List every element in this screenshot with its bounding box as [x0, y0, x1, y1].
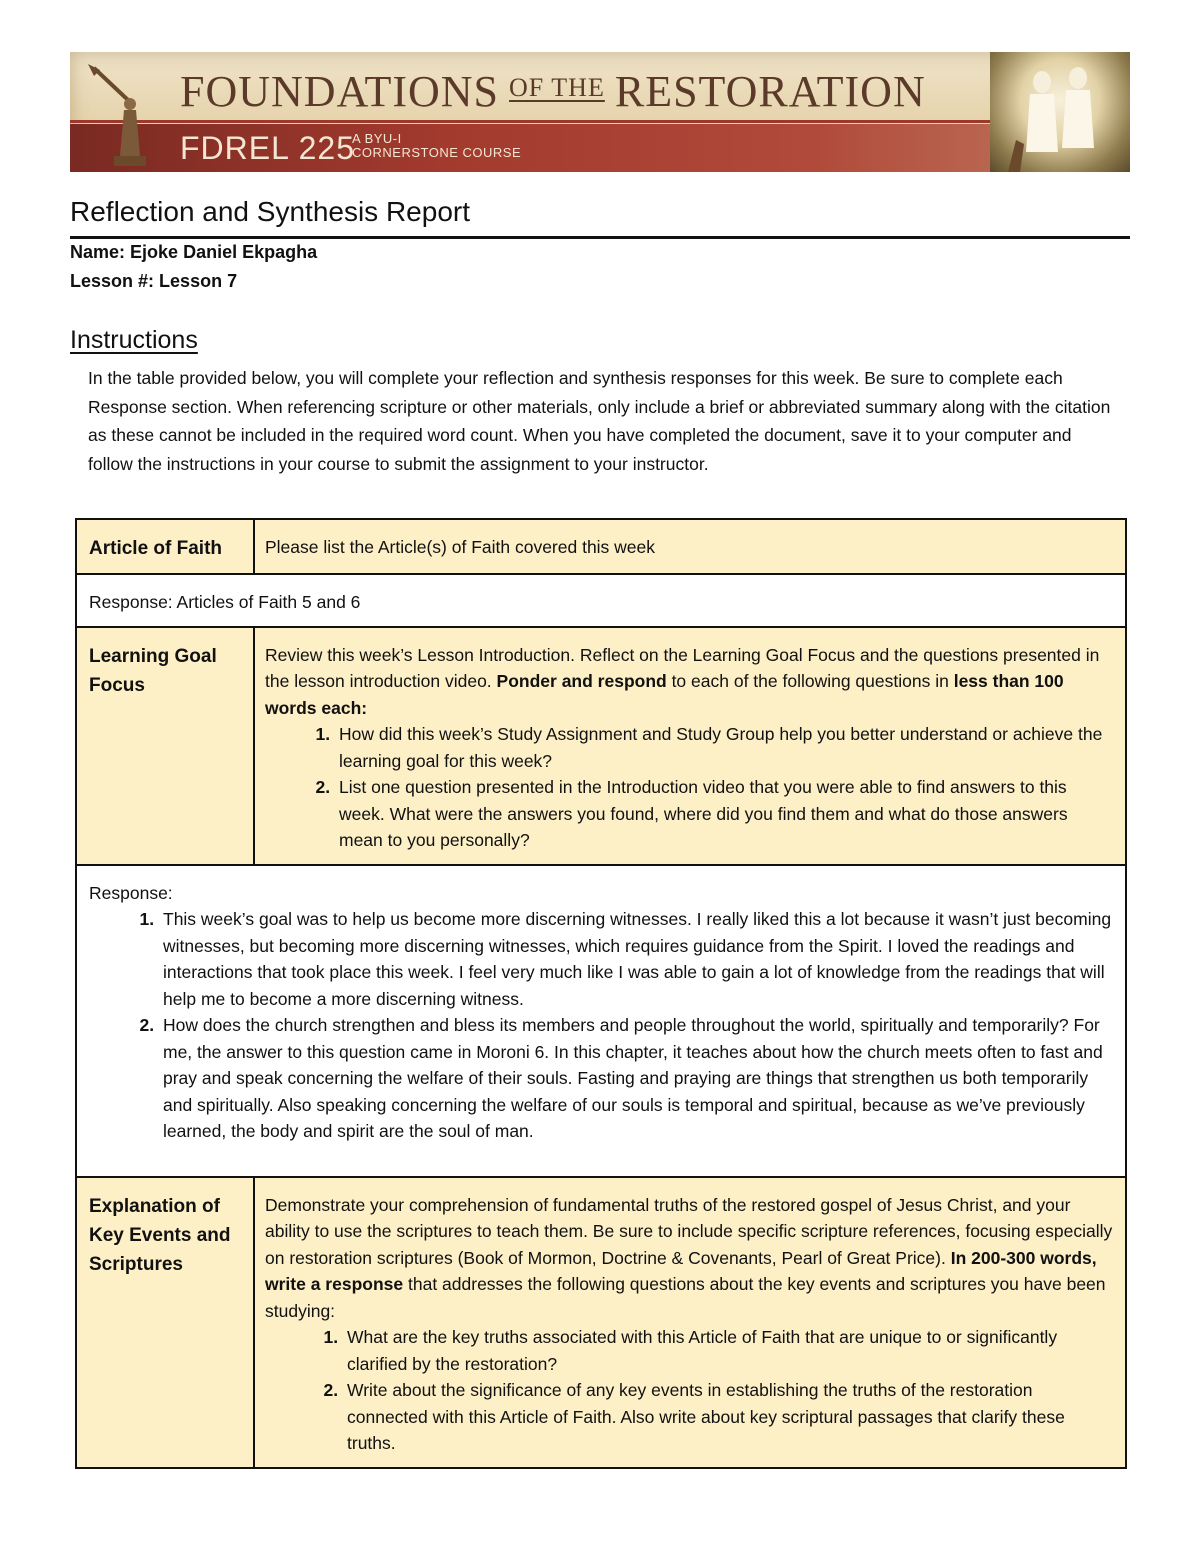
course-tagline-line1: A BYU-I: [352, 131, 402, 146]
key-events-bold-wordcount: In 200-300 words, write a response: [265, 1247, 1097, 1294]
instructions-heading: Instructions: [70, 326, 198, 354]
key-events-instructions: [265, 1192, 1115, 1325]
banner-divider: [70, 120, 1130, 123]
banner-title-of-the: OF THE: [509, 73, 605, 102]
learning-goal-question-1: 1. How did this week’s Study Assignment and Study Group help you better understand or achieve the learning goal for this week?: [335, 721, 1115, 774]
first-vision-image: [990, 52, 1130, 172]
course-code: FDREL 225: [180, 130, 355, 166]
learning-goal-text-a: Review this week’s Lesson Introduction. Reflect on the Learning Goal Focus and the questions presented in the lesson introduction video.: [265, 644, 1100, 691]
learning-goal-prompt: [254, 627, 1126, 865]
title-rule: [70, 236, 1130, 239]
key-events-text-b: that addresses the following questions about the key events and scriptures you have been studying:: [265, 1274, 1106, 1321]
course-tagline-line2: CORNERSTONE COURSE: [352, 145, 522, 160]
course-tagline: [352, 132, 521, 160]
banner-title-foundations: FOUNDATIONS: [180, 67, 500, 116]
learning-goal-label: Learning Goal Focus: [76, 627, 254, 865]
learning-goal-response-row: [76, 865, 1126, 1177]
learning-goal-answers: [77, 906, 1115, 1145]
response-label: Response:: [89, 882, 173, 903]
report-table: [75, 518, 1127, 1469]
heavenly-figures-icon: [990, 52, 1130, 172]
key-events-label: Explanation of Key Events and Scriptures: [76, 1177, 254, 1468]
learning-goal-answer-1: 1. This week’s goal was to help us become more discerning witnesses. I really liked this a lot because it wasn’t just becoming witnesses, but becoming more discerning witnesses, which requires guidance from the Spirit. I loved the readings and interactions that took place this week. I feel very much like I was able to gain a lot of knowledge from the readings that will help me to become a more discerning witness.: [159, 906, 1115, 1012]
key-events-question-1: 1. What are the key truths associated with this Article of Faith that are unique to or significantly clarified by the restoration?: [343, 1324, 1115, 1377]
lesson-line: [70, 271, 237, 292]
page-title: Reflection and Synthesis Report: [70, 196, 470, 227]
key-events-questions: [265, 1324, 1115, 1457]
learning-goal-question-2: 2. List one question presented in the Introduction video that you were able to find answers to this week. What were the answers you found, where did you find them and what do those answers mean to you personally?: [335, 774, 1115, 854]
learning-goal-answer-2: 2. How does the church strengthen and bless its members and people throughout the world, spiritually and temporarily? For me, the answer to this question came in Moroni 6. In this chapter, it teaches about how the church meets often to fast and pray and speak concerning the welfare of their souls. Fasting and praying are things that strengthen us both temporarily and spiritually. Also speaking concerning the welfare of our souls is temporal and spiritual, because as we’ve previously learned, the body and spirit are the soul of man.: [159, 1012, 1115, 1145]
article-label: Article of Faith: [76, 519, 254, 574]
learning-goal-bold-limit: less than 100 words each:: [265, 671, 1064, 718]
key-events-question-2: 2. Write about the significance of any key events in establishing the truths of the restoration connected with this Article of Faith. Also write about key scriptural passages that clarify these truths.: [343, 1377, 1115, 1457]
name-label: Name:: [70, 242, 126, 262]
name-value: Ejoke Daniel Ekpagha: [130, 242, 318, 262]
banner-title-restoration: RESTORATION: [614, 67, 926, 116]
instructions-body: In the table provided below, you will complete your reflection and synthesis responses for this week. Be sure to complete each Response section. When referencing scripture or other materials, only include a brief or abbreviated summary along with the citation as these cannot be included in the required word count. When you have completed the document, save it to your computer and follow the instructions in your course to submit the assignment to your instructor.: [88, 368, 1111, 474]
learning-goal-bold-ponder: Ponder and respond: [496, 671, 667, 691]
angel-moroni-icon: [84, 60, 164, 172]
learning-goal-row: [76, 627, 1126, 865]
article-response-row: [76, 574, 1126, 627]
key-events-row: [76, 1177, 1126, 1468]
key-events-text-a: Demonstrate your comprehension of fundamental truths of the restored gospel of Jesus Christ, and your ability to use the scriptures to teach them. Be sure to include specific scripture references, focusing especially on restoration scriptures (Book of Mormon, Doctrine & Covenants, Pearl of Great Price).: [265, 1194, 1113, 1268]
banner-title: [180, 66, 926, 117]
article-prompt: Please list the Article(s) of Faith covered this week: [254, 519, 1126, 574]
article-row: [76, 519, 1126, 574]
learning-goal-instructions: [265, 642, 1115, 722]
article-response[interactable]: Response: Articles of Faith 5 and 6: [76, 574, 1126, 627]
learning-goal-response[interactable]: [76, 865, 1126, 1177]
name-line: [70, 242, 317, 263]
lesson-value: Lesson 7: [159, 271, 238, 291]
key-events-prompt: [254, 1177, 1126, 1468]
learning-goal-text-b: to each of the following questions in: [666, 671, 954, 691]
lesson-label: Lesson #:: [70, 271, 155, 291]
course-banner: [70, 52, 1130, 172]
learning-goal-questions: [265, 721, 1115, 854]
